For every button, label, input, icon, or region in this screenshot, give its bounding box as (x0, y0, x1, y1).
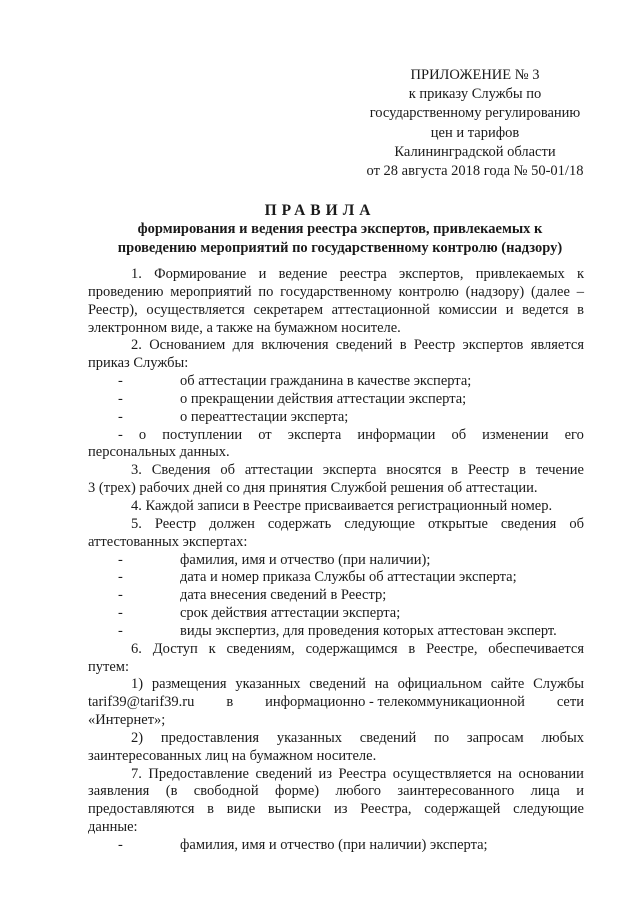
line-text: персональных данных. (88, 444, 230, 461)
bullet-dash: - (118, 390, 123, 407)
bullet-dash: - (118, 622, 123, 639)
word: государственному (280, 283, 392, 300)
line-text: 4. Каждой записи в Реестре присваивается регистрационный номер. (131, 497, 553, 514)
body-line (88, 337, 584, 355)
word: информации (357, 426, 436, 443)
word: сведений (359, 729, 417, 746)
word: и (258, 266, 267, 282)
appendix-line: Калининградской области (394, 143, 556, 160)
word: выписки (267, 801, 322, 818)
bullet-text: срок действия аттестации эксперта; (180, 605, 401, 622)
word: лица (530, 783, 560, 800)
word: Реестр (467, 462, 510, 479)
word: Доступ (152, 640, 198, 657)
line-text: аттестованных экспертах: (88, 533, 248, 550)
word: на (497, 765, 512, 782)
body-line (88, 676, 584, 694)
subtitle-line: формирования и ведения реестра экспертов, привлекаемых к (137, 221, 543, 237)
body-line (88, 516, 584, 534)
appendix-line: цен и тарифов (430, 124, 520, 141)
body-line (88, 284, 584, 302)
word: основании (518, 765, 584, 782)
word: из (333, 801, 348, 818)
word: сайте (490, 676, 525, 693)
word: следующие (344, 515, 415, 532)
word: ведение (278, 266, 328, 282)
body-line (88, 302, 584, 320)
word: Службы (533, 676, 584, 693)
line-text: 3 (трех) рабочих дней со дня принятия Службой решения об аттестации. (88, 480, 538, 497)
body-line (88, 837, 584, 855)
word: поступлении (162, 426, 243, 443)
document-body (88, 266, 584, 855)
bullet-text: об аттестации гражданина в качестве эксперта; (180, 373, 472, 390)
body-line (88, 694, 584, 712)
word: (надзору) (465, 283, 525, 300)
word: Реестр), (88, 301, 138, 318)
word: сети (556, 694, 584, 711)
bullet-text: фамилия, имя и отчество (при наличии); (180, 551, 431, 568)
word: любых (541, 729, 584, 746)
word: 1. (131, 266, 142, 282)
body-line (88, 623, 584, 641)
word: Реестр (413, 337, 456, 354)
bullet-dash: - (118, 605, 123, 622)
word: заинтересованного (397, 783, 515, 800)
word: в (207, 801, 215, 818)
word: реестра (339, 266, 387, 282)
word: комиссии (438, 301, 498, 318)
word: виде (226, 801, 256, 818)
body-line (88, 391, 584, 409)
word: ведется (522, 301, 569, 318)
word: 3. (131, 462, 142, 479)
word: содержащей (424, 801, 501, 818)
word: запросам (466, 729, 524, 746)
bullet-text: о переаттестации эксперта; (180, 408, 349, 425)
word: экспертов (462, 337, 524, 354)
word: в (226, 694, 234, 711)
word: - (118, 426, 123, 443)
line-text: электронном виде, а также на бумажном носителе. (88, 319, 401, 336)
word: предоставляются (88, 801, 195, 818)
body-line (88, 569, 584, 587)
word: размещения (151, 676, 227, 693)
word: из (318, 765, 333, 782)
body-line (88, 498, 584, 516)
body-line (88, 766, 584, 784)
appendix-line: к приказу Службы по (408, 86, 542, 103)
body-line (88, 605, 584, 623)
word: к (576, 266, 584, 282)
body-line (88, 444, 584, 462)
word: мероприятий (170, 283, 252, 300)
word: обеспечивается (488, 640, 584, 657)
word: заявления (88, 783, 150, 800)
body-line (88, 480, 584, 498)
word: форме) (274, 783, 320, 800)
word: содержать (267, 515, 332, 532)
word: по (258, 283, 274, 300)
word: официальном (397, 676, 482, 693)
subtitle-line: проведению мероприятий по государственному контролю (надзору) (117, 239, 563, 256)
body-line (88, 409, 584, 427)
word: указанных (276, 729, 342, 746)
word: осуществляется (146, 301, 245, 318)
body-line (88, 819, 584, 837)
bullet-dash: - (118, 373, 123, 390)
line-text: данные: (88, 819, 138, 836)
word: вносятся (386, 462, 442, 479)
word: об (451, 426, 467, 443)
word: свободной (193, 783, 259, 800)
word: аттестации (244, 462, 314, 479)
word: контролю (398, 283, 459, 300)
word: 5. (131, 515, 142, 532)
word: 6. (131, 640, 142, 657)
word: Реестра, (360, 801, 412, 818)
line-text: путем: (88, 658, 129, 675)
bullet-text: дата внесения сведений в Реестр; (180, 587, 387, 604)
word: в (451, 462, 459, 479)
body-line (88, 641, 584, 659)
word: открытые (427, 515, 488, 532)
word: (далее (531, 283, 570, 300)
word: Реестр (154, 515, 197, 532)
body-line (88, 730, 584, 748)
word: сведений (255, 765, 313, 782)
bullet-dash: - (118, 587, 123, 604)
appendix-line: от 28 августа 2018 года № 50-01/18 (366, 163, 584, 180)
bullet-dash: - (118, 837, 123, 853)
bullet-text: дата и номер приказа Службы об аттестации эксперта; (180, 569, 517, 586)
bullet-dash: - (118, 408, 123, 425)
word: в (399, 337, 407, 354)
word: и (505, 301, 514, 318)
word: проведению (88, 283, 164, 300)
word: в (577, 301, 584, 318)
word: должен (209, 515, 255, 532)
body-line (88, 373, 584, 391)
bullet-dash: - (118, 551, 123, 568)
word: 7. (131, 765, 142, 782)
word: экспертов, (399, 266, 464, 282)
bullet-dash: - (118, 569, 123, 586)
body-line (88, 266, 584, 284)
bullet-text: о прекращении действия аттестации эксперта; (180, 390, 467, 407)
body-line (88, 552, 584, 570)
document-subtitle (110, 220, 570, 257)
body-line (88, 748, 584, 766)
word: Реестре, (426, 640, 478, 657)
word: в (519, 462, 526, 479)
word: Предоставление (148, 765, 249, 782)
word: включения (261, 337, 329, 354)
body-line (88, 462, 584, 480)
body-line (88, 712, 584, 730)
word: его (564, 426, 584, 443)
appendix-line: государственному регулированию (369, 105, 581, 122)
word: и (576, 783, 584, 800)
body-line (88, 320, 584, 338)
word: о (138, 426, 147, 443)
word: по (434, 729, 450, 746)
word: течение (535, 462, 584, 479)
word: для (232, 337, 254, 354)
word: любого (335, 783, 382, 800)
word: на (374, 676, 389, 693)
word: 1) (131, 676, 144, 693)
word: эксперта (322, 462, 377, 479)
appendix-header (352, 66, 598, 181)
body-line (88, 355, 584, 373)
word: указанных (235, 676, 301, 693)
word: Основанием (149, 337, 226, 354)
word: об (569, 515, 584, 532)
word: сведения (500, 515, 557, 532)
body-line (88, 587, 584, 605)
word: аттестационной (331, 301, 430, 318)
line-text: «Интернет»; (88, 712, 166, 729)
word: tarif39@tarif39.ru (88, 694, 195, 711)
word: привлекаемых (475, 266, 565, 282)
word: осуществляется (392, 765, 492, 782)
word: Формирование (154, 266, 247, 282)
word: содержащимся (305, 640, 398, 657)
appendix-line: ПРИЛОЖЕНИЕ № 3 (410, 67, 540, 83)
word: Реестра (338, 765, 387, 782)
word: эксперта (287, 426, 342, 443)
word: 2) (131, 729, 144, 746)
line-text: приказ Службы: (88, 355, 189, 372)
word: информационно - телекоммуникационной (265, 694, 525, 711)
body-line (88, 659, 584, 677)
bullet-text: фамилия, имя и отчество (при наличии) эксперта; (180, 837, 488, 853)
word: следующие (513, 801, 584, 818)
body-line (88, 783, 584, 801)
word: изменении (482, 426, 549, 443)
word: является (530, 337, 584, 354)
body-line (88, 534, 584, 552)
body-line (88, 427, 584, 445)
word: предоставления (160, 729, 260, 746)
word: сведений (335, 337, 393, 354)
word: в (408, 640, 416, 657)
document-title: ПРАВИЛА (264, 202, 376, 219)
word: сведениям, (226, 640, 295, 657)
word: к (208, 640, 216, 657)
word: от (258, 426, 272, 443)
word: сведений (309, 676, 366, 693)
word: 2. (131, 337, 142, 354)
word: секретарем (253, 301, 324, 318)
word: – (576, 283, 584, 300)
word: Сведения (151, 462, 211, 479)
word: (в (165, 783, 178, 800)
word: об (220, 462, 235, 479)
body-line (88, 801, 584, 819)
line-text: заинтересованных лиц на бумажном носителе. (88, 747, 377, 764)
bullet-text: виды экспертиз, для проведения которых аттестован эксперт. (180, 622, 557, 639)
